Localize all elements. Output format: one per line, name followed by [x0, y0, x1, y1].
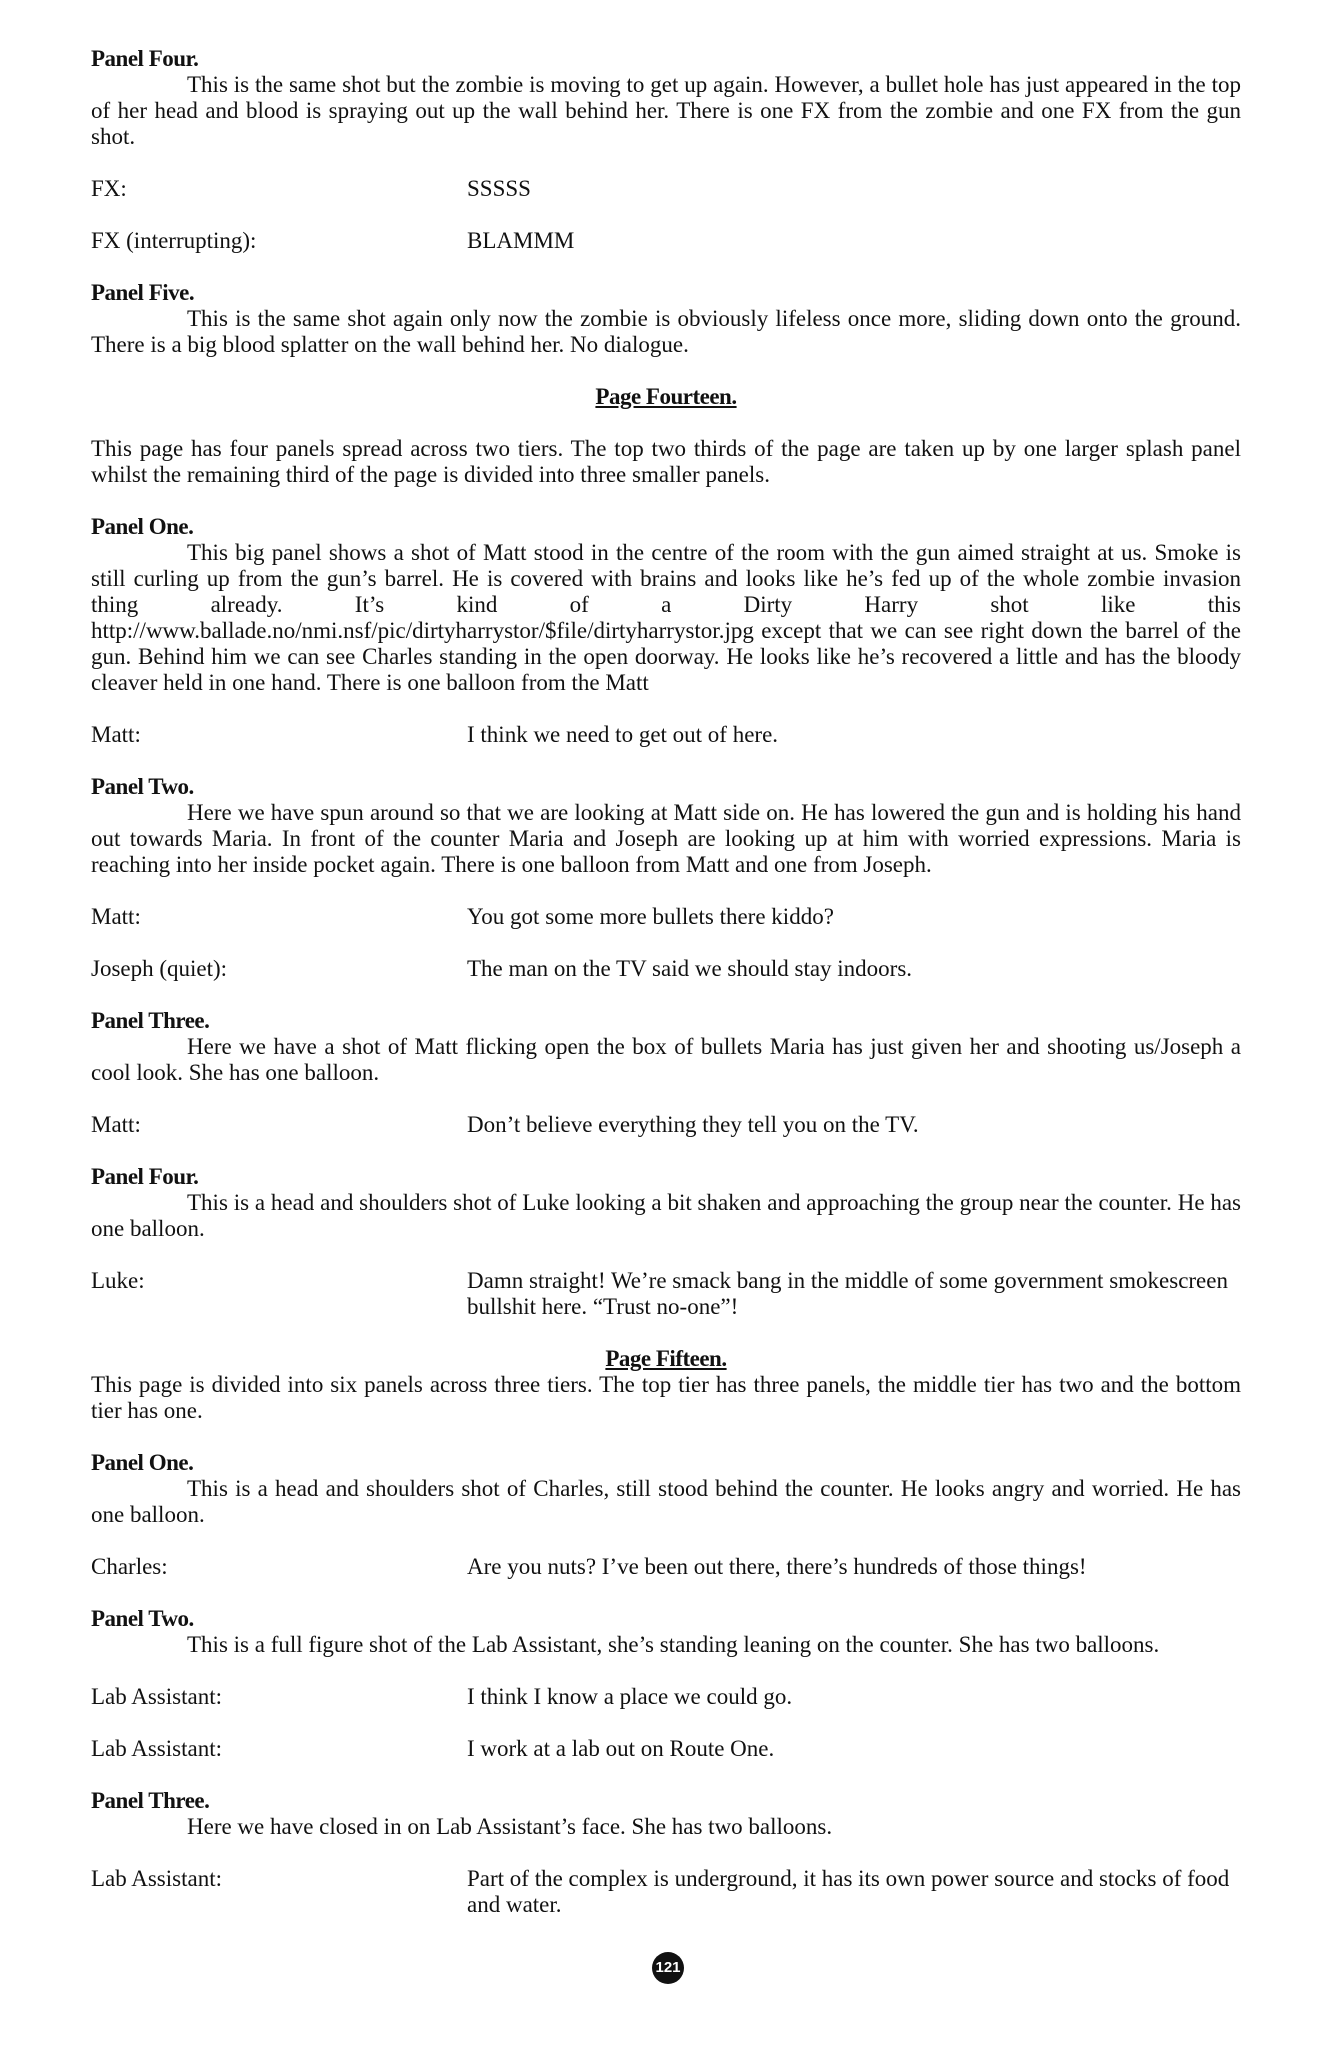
dialogue-line [91, 176, 1241, 202]
dialogue-text: SSSSS [467, 176, 531, 201]
panel-heading: Panel Two. [91, 1606, 194, 1631]
speaker-label: Charles: [91, 1554, 168, 1579]
dialogue-text: I think I know a place we could go. [467, 1684, 793, 1709]
speaker-label: Lab Assistant: [91, 1684, 222, 1709]
dialogue-line [91, 904, 1241, 930]
dialogue-text: Don’t believe everything they tell you on the TV. [467, 1112, 919, 1137]
panel-heading: Panel Three. [91, 1788, 210, 1813]
page-intro: This page is divided into six panels across three tiers. The top tier has three panels, the middle tier has two and the bottom tier has one. [91, 1372, 1241, 1423]
panel-heading: Panel Four. [91, 46, 199, 71]
speaker-label: Luke: [91, 1268, 145, 1293]
page-intro: This page has four panels spread across two tiers. The top two thirds of the page are taken up by one larger splash panel whilst the remaining third of the page is divided into three smaller panels. [91, 436, 1241, 487]
panel-heading: Panel One. [91, 1450, 194, 1475]
page-title: Page Fifteen. [605, 1346, 727, 1371]
panel-heading: Panel Five. [91, 280, 195, 305]
dialogue-line [91, 228, 1241, 254]
dialogue-text: Are you nuts? I’ve been out there, there’s hundreds of those things! [467, 1554, 1087, 1579]
dialogue-line [91, 1736, 1241, 1762]
dialogue-text: I work at a lab out on Route One. [467, 1736, 775, 1761]
panel-description: This is a full figure shot of the Lab Assistant, she’s standing leaning on the counter. She has two balloons. [187, 1632, 1160, 1657]
dialogue-line [91, 1684, 1241, 1710]
panel-heading: Panel Four. [91, 1164, 199, 1189]
dialogue-line [91, 1554, 1241, 1580]
panel-description: This is a head and shoulders shot of Charles, still stood behind the counter. He looks angry and worried. He has one balloon. [91, 1476, 1241, 1527]
dialogue-line [91, 1866, 1241, 1918]
dialogue-text: Damn straight! We’re smack bang in the middle of some government smokescreen bullshit here. “Trust no-one”! [467, 1268, 1228, 1319]
speaker-label: Lab Assistant: [91, 1736, 222, 1761]
dialogue-text: You got some more bullets there kiddo? [467, 904, 834, 929]
panel-description: Here we have spun around so that we are looking at Matt side on. He has lowered the gun and is holding his hand out towards Maria. In front of the counter Maria and Joseph are looking up at him with worried expressions. Maria is reaching into her inside pocket again. There is one balloon from Matt and one from Joseph. [91, 800, 1241, 877]
panel-heading: Panel One. [91, 514, 194, 539]
speaker-label: FX: [91, 176, 127, 201]
panel-description: Here we have closed in on Lab Assistant’s face. She has two balloons. [187, 1814, 833, 1839]
speaker-label: Joseph (quiet): [91, 956, 228, 981]
panel-description: This is a head and shoulders shot of Luke looking a bit shaken and approaching the group near the counter. He has one balloon. [91, 1190, 1241, 1241]
speaker-label: Matt: [91, 722, 141, 747]
panel-description: Here we have a shot of Matt flicking open the box of bullets Maria has just given her and shooting us/Joseph a cool look. She has one balloon. [91, 1034, 1241, 1085]
dialogue-line [91, 1268, 1241, 1320]
panel-description: This is the same shot again only now the zombie is obviously lifeless once more, sliding down onto the ground. There is a big blood splatter on the wall behind her. No dialogue. [91, 306, 1241, 357]
speaker-label: FX (interrupting): [91, 228, 257, 253]
panel-description: This big panel shows a shot of Matt stood in the centre of the room with the gun aimed straight at us. Smoke is still curling up from the gun’s barrel. He is covered with brains and looks like he’s fed up of the whole zombie invasion thing already. It’s kind of a Dirty Harry shot like this http://www.ballade.no/nmi.nsf/pic/dirtyharrystor/$file/dirtyharrystor.jpg except that we can see right down the barrel of the gun. Behind him we can see Charles standing in the open doorway. He looks like he’s recovered a little and has the bloody cleaver held in one hand. There is one balloon from the Matt [91, 540, 1241, 695]
page-title: Page Fourteen. [595, 384, 737, 409]
speaker-label: Matt: [91, 1112, 141, 1137]
script-content [91, 46, 1241, 1918]
dialogue-line [91, 956, 1241, 982]
speaker-label: Matt: [91, 904, 141, 929]
panel-description: This is the same shot but the zombie is moving to get up again. However, a bullet hole has just appeared in the top of her head and blood is spraying out up the wall behind her. There is one FX from the zombie and one FX from the gun shot. [91, 72, 1241, 149]
speaker-label: Lab Assistant: [91, 1866, 222, 1891]
dialogue-text: I think we need to get out of here. [467, 722, 779, 747]
page-number-badge: 121 [652, 1952, 684, 1984]
dialogue-line [91, 1112, 1241, 1138]
panel-heading: Panel Three. [91, 1008, 210, 1033]
panel-heading: Panel Two. [91, 774, 194, 799]
dialogue-text: Part of the complex is underground, it has its own power source and stocks of food and water. [467, 1866, 1230, 1917]
dialogue-line [91, 722, 1241, 748]
dialogue-text: BLAMMM [467, 228, 575, 253]
dialogue-text: The man on the TV said we should stay indoors. [467, 956, 913, 981]
